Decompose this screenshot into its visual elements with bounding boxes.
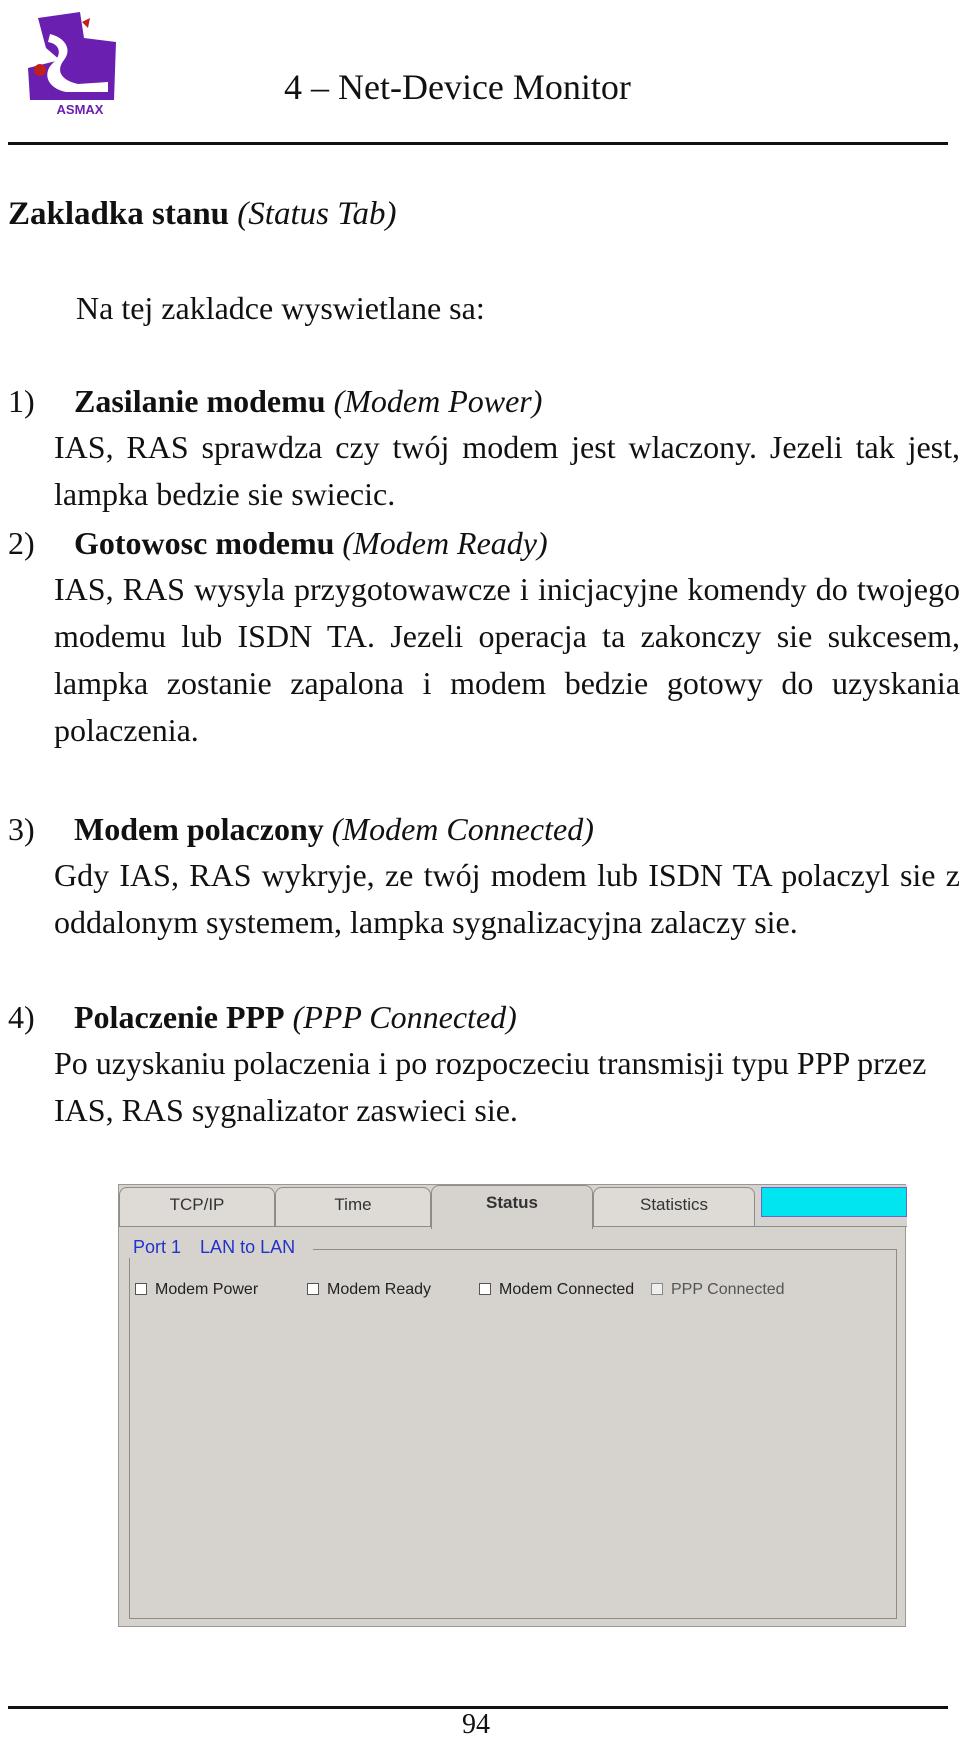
- section-intro: Na tej zakladce wyswietlane sa:: [76, 290, 485, 326]
- tab-bar-highlight: [761, 1187, 907, 1217]
- checkbox-label: PPP Connected: [671, 1281, 785, 1298]
- item-name: Zasilanie modemu: [74, 383, 326, 419]
- item-description: IAS, RAS wysyla przygotowawcze i inicjacyjne komendy do twojego modemu lub ISDN TA. Jezeli operacja ta zakonczy sie sukcesem, lampka zostanie zapalona i modem bedzie gotowy do uzyskania polaczenia.: [54, 571, 960, 748]
- tab-status[interactable]: Status: [431, 1185, 593, 1229]
- checkbox-box[interactable]: [135, 1283, 147, 1295]
- asmax-logo: [20, 8, 130, 120]
- tab-bar: [119, 1185, 907, 1227]
- list-item: [8, 378, 958, 518]
- modem-power-checkbox[interactable]: [135, 1281, 258, 1299]
- item-heading: [8, 994, 958, 1040]
- list-item: [8, 994, 958, 1134]
- item-name: Polaczenie PPP: [74, 999, 285, 1035]
- item-number: 1): [8, 383, 35, 419]
- item-english-name: (Modem Connected): [331, 811, 594, 847]
- ppp-connected-checkbox[interactable]: [651, 1281, 785, 1299]
- connection-mode-label: LAN to LAN: [200, 1237, 296, 1257]
- item-number: 3): [8, 811, 35, 847]
- list-item: [8, 520, 958, 754]
- item-english-name: (Modem Ready): [342, 525, 548, 561]
- item-name: Gotowosc modemu: [74, 525, 335, 561]
- status-tab-screenshot: [118, 1184, 906, 1627]
- port-label: Port 1: [133, 1237, 182, 1257]
- item-number: 4): [8, 999, 35, 1035]
- item-number: 2): [8, 525, 35, 561]
- tab-time[interactable]: Time: [275, 1187, 431, 1227]
- item-description: IAS, RAS sprawdza czy twój modem jest wlaczony. Jezeli tak jest, lampka bedzie sie swiecic.: [54, 429, 960, 512]
- tab-tcpip[interactable]: TCP/IP: [119, 1187, 275, 1227]
- checkbox-label: Modem Power: [155, 1281, 259, 1298]
- tab-statistics[interactable]: Statistics: [593, 1187, 755, 1227]
- list-item: [8, 806, 958, 946]
- item-name: Modem polaczony: [74, 811, 324, 847]
- item-heading: [8, 806, 958, 852]
- checkbox-box[interactable]: [307, 1283, 319, 1295]
- item-english-name: (PPP Connected): [292, 999, 517, 1035]
- checkbox-label: Modem Ready: [327, 1281, 432, 1298]
- modem-connected-checkbox[interactable]: [479, 1281, 634, 1299]
- item-english-name: (Modem Power): [333, 383, 543, 419]
- svg-text:ASMAX: ASMAX: [56, 102, 104, 117]
- checkbox-box[interactable]: [651, 1283, 663, 1295]
- port-group-legend: [129, 1237, 313, 1258]
- modem-ready-checkbox[interactable]: [307, 1281, 431, 1299]
- page-header-title: 4 – Net-Device Monitor: [284, 67, 631, 107]
- section-title-polish: Zakladka stanu: [8, 196, 230, 232]
- checkbox-box[interactable]: [479, 1283, 491, 1295]
- item-description: Po uzyskaniu polaczenia i po rozpoczeciu transmisji typu PPP przez IAS, RAS sygnalizator zaswieci sie.: [54, 1045, 927, 1128]
- section-title-english: (Status Tab): [237, 196, 397, 232]
- section-title: [8, 196, 397, 233]
- item-heading: [8, 520, 958, 566]
- checkbox-label: Modem Connected: [499, 1281, 635, 1298]
- header-divider: [8, 142, 948, 145]
- page-number: 94: [462, 1709, 490, 1737]
- item-heading: [8, 378, 958, 424]
- item-description: Gdy IAS, RAS wykryje, ze twój modem lub ISDN TA polaczyl sie z oddalonym systemem, lampka sygnalizacyjna zalaczy sie.: [54, 857, 960, 940]
- port-groupbox: [129, 1249, 897, 1619]
